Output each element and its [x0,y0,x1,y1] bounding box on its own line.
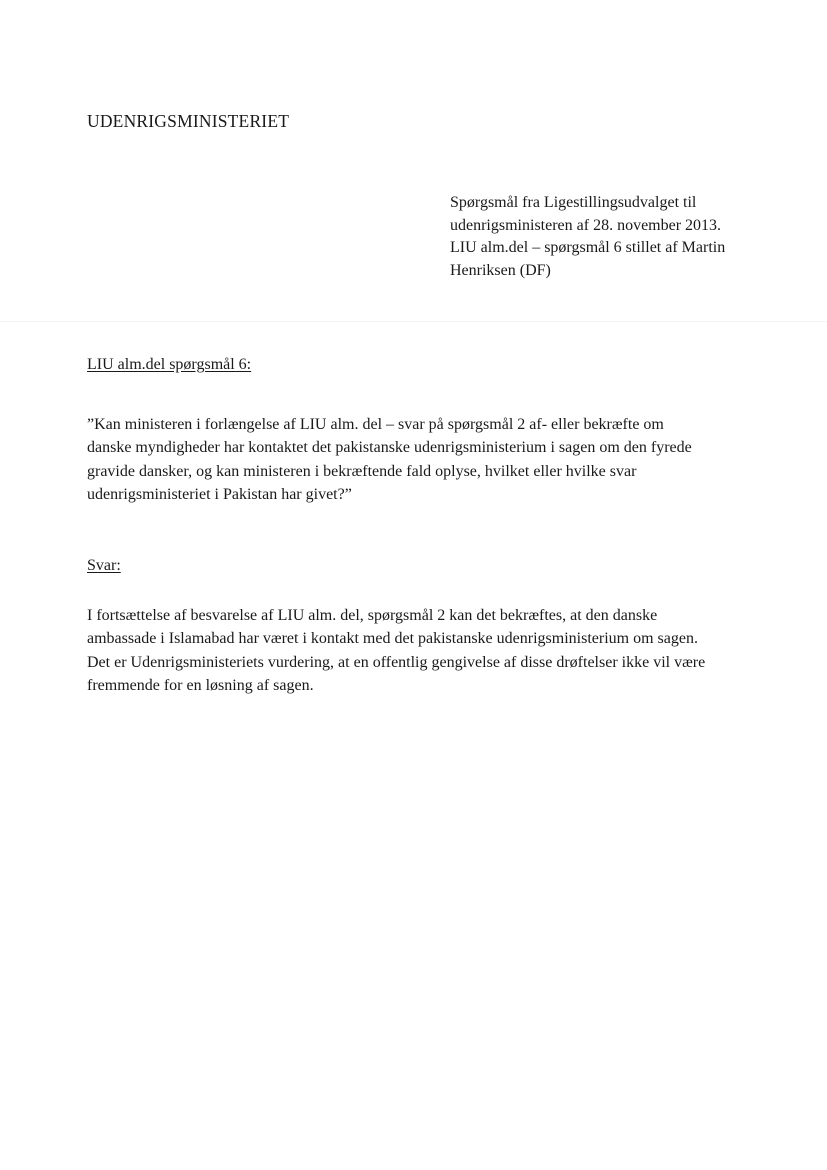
answer-text [87,604,767,697]
answer-line: I fortsættelse af besvarelse af LIU alm. del, spørgsmål 2 kan det bekræftes, at den danske [87,607,658,624]
reference-line: Henriksen (DF) [450,261,551,279]
question-line: gravide dansker, og kan ministeren i bekræftende fald oplyse, hvilket eller hvilke svar [87,462,637,480]
question-title: LIU alm.del spørgsmål 6: [87,356,252,373]
question-text [87,413,767,506]
answer-line: ambassade i Islamabad har været i kontakt med det pakistanske udenrigsministerium om sagen. [87,630,698,648]
question-reference [450,192,780,282]
question-line: danske myndigheder har kontaktet det pakistanske udenrigsministerium i sagen om den fyrede [87,439,692,457]
question-line: ”Kan ministeren i forlængelse af LIU alm. del – svar på spørgsmål 2 af- eller bekræfte om [87,416,664,433]
answer-title: Svar: [87,557,121,574]
question-line: udenrigsministeriet i Pakistan har givet?” [87,485,352,503]
reference-line: LIU alm.del – spørgsmål 6 stillet af Martin [450,239,726,256]
reference-line: udenrigsministeren af 28. november 2013. [450,216,722,234]
divider [0,321,827,322]
reference-line: Spørgsmål fra Ligestillingsudvalget til [450,194,697,211]
answer-line: fremmende for en løsning af sagen. [87,676,314,694]
answer-line: Det er Udenrigsministeriets vurdering, at en offentlig gengivelse af disse drøftelser ikke vil være [87,653,706,671]
ministry-heading: UDENRIGSMINISTERIET [87,111,290,131]
